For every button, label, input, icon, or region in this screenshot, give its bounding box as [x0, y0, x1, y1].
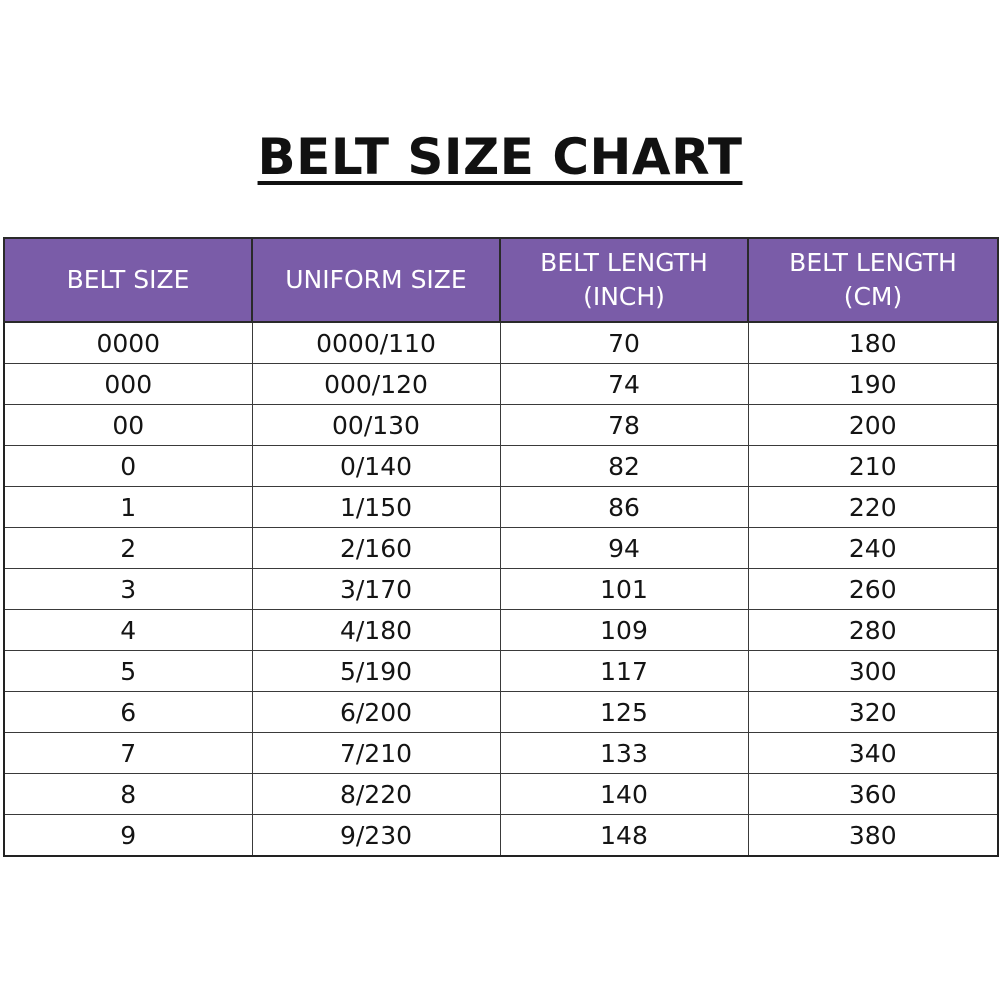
table-row — [4, 322, 998, 364]
cell-length-inch: 117 — [500, 651, 748, 692]
header-belt-length-inch — [500, 238, 748, 322]
cell-length-inch: 125 — [500, 692, 748, 733]
header-row — [4, 238, 998, 322]
cell-uniform-size: 00/130 — [252, 405, 500, 446]
cell-belt-size: 6 — [4, 692, 252, 733]
header-line: BELT SIZE — [66, 265, 190, 294]
cell-length-inch: 74 — [500, 364, 748, 405]
header-line: (INCH) — [583, 282, 665, 311]
cell-belt-size: 4 — [4, 610, 252, 651]
header-line: (CM) — [843, 282, 903, 311]
cell-length-cm: 240 — [748, 528, 998, 569]
page-title: BELT SIZE CHART — [257, 128, 743, 186]
table-row — [4, 774, 998, 815]
cell-belt-size: 0 — [4, 446, 252, 487]
cell-uniform-size: 4/180 — [252, 610, 500, 651]
cell-length-inch: 133 — [500, 733, 748, 774]
cell-length-cm: 380 — [748, 815, 998, 857]
cell-uniform-size: 0000/110 — [252, 322, 500, 364]
cell-belt-size: 3 — [4, 569, 252, 610]
cell-belt-size: 8 — [4, 774, 252, 815]
cell-uniform-size: 6/200 — [252, 692, 500, 733]
cell-length-cm: 220 — [748, 487, 998, 528]
cell-length-cm: 360 — [748, 774, 998, 815]
cell-belt-size: 7 — [4, 733, 252, 774]
header-line: UNIFORM SIZE — [285, 265, 467, 294]
cell-belt-size: 00 — [4, 405, 252, 446]
belt-size-table — [3, 237, 999, 857]
cell-uniform-size: 1/150 — [252, 487, 500, 528]
table-row — [4, 405, 998, 446]
table-row — [4, 692, 998, 733]
cell-belt-size: 1 — [4, 487, 252, 528]
cell-uniform-size: 2/160 — [252, 528, 500, 569]
header-uniform-size — [252, 238, 500, 322]
table-row — [4, 651, 998, 692]
cell-belt-size: 2 — [4, 528, 252, 569]
header-line: BELT LENGTH — [789, 248, 957, 277]
cell-length-inch: 82 — [500, 446, 748, 487]
cell-length-cm: 340 — [748, 733, 998, 774]
cell-length-cm: 280 — [748, 610, 998, 651]
cell-length-inch: 78 — [500, 405, 748, 446]
page-title-container — [0, 122, 1000, 192]
cell-length-cm: 300 — [748, 651, 998, 692]
header-line: BELT LENGTH — [540, 248, 708, 277]
cell-length-inch: 148 — [500, 815, 748, 857]
table-row — [4, 446, 998, 487]
cell-uniform-size: 7/210 — [252, 733, 500, 774]
table-row — [4, 528, 998, 569]
cell-uniform-size: 5/190 — [252, 651, 500, 692]
cell-belt-size: 5 — [4, 651, 252, 692]
table-row — [4, 815, 998, 857]
cell-length-inch: 101 — [500, 569, 748, 610]
cell-uniform-size: 0/140 — [252, 446, 500, 487]
cell-belt-size: 000 — [4, 364, 252, 405]
cell-length-cm: 200 — [748, 405, 998, 446]
cell-uniform-size: 3/170 — [252, 569, 500, 610]
cell-length-inch: 70 — [500, 322, 748, 364]
table-row — [4, 733, 998, 774]
cell-length-inch: 109 — [500, 610, 748, 651]
cell-length-cm: 180 — [748, 322, 998, 364]
cell-belt-size: 9 — [4, 815, 252, 857]
cell-length-cm: 260 — [748, 569, 998, 610]
header-belt-length-cm — [748, 238, 998, 322]
table-row — [4, 610, 998, 651]
cell-belt-size: 0000 — [4, 322, 252, 364]
cell-length-cm: 210 — [748, 446, 998, 487]
cell-length-cm: 190 — [748, 364, 998, 405]
cell-uniform-size: 9/230 — [252, 815, 500, 857]
cell-uniform-size: 000/120 — [252, 364, 500, 405]
table-body — [4, 322, 998, 856]
cell-uniform-size: 8/220 — [252, 774, 500, 815]
cell-length-inch: 86 — [500, 487, 748, 528]
cell-length-inch: 94 — [500, 528, 748, 569]
table-header — [4, 238, 998, 322]
cell-length-cm: 320 — [748, 692, 998, 733]
cell-length-inch: 140 — [500, 774, 748, 815]
header-belt-size — [4, 238, 252, 322]
table-row — [4, 487, 998, 528]
table-row — [4, 364, 998, 405]
table-row — [4, 569, 998, 610]
